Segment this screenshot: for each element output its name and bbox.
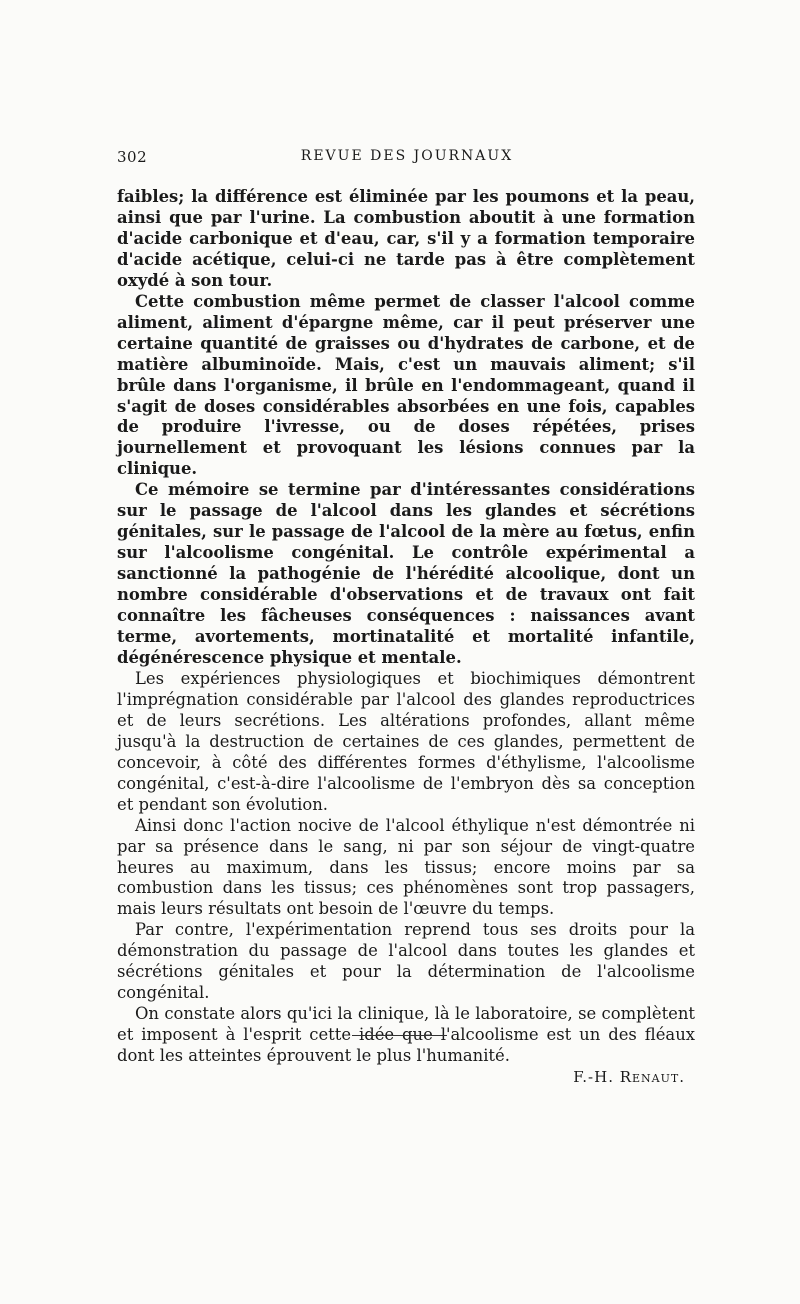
paragraph: Les expériences physiologiques et biochimiques démontrent l'imprégnation considérable par l'alcool des glandes reproductrices et de leurs secrétions. Les altérations profondes, allant même jusqu'à la destruction de certaines de ces glandes, permettent de concevoir, à côté des différentes formes d'éthylisme, l'alcoolisme congénital, c'est-à-dire l'alcoolisme de l'embryon dès sa conception et pendant son évolution.	[117, 668, 695, 814]
page-number: 302	[117, 148, 148, 166]
running-title: REVUE DES JOURNAUX	[300, 148, 514, 164]
paragraph-continued: faibles; la différence est éliminée par les poumons et la peau, ainsi que par l'urine. La combustion aboutit à une formation d'acide carbonique et d'eau, car, s'il y a formation temporaire d'acide acétique, celui-ci ne tarde pas à être complètement oxydé à son tour.	[117, 187, 695, 290]
paragraph: Ainsi donc l'action nocive de l'alcool éthylique n'est démontrée ni par sa présence dans le sang, ni par son séjour de vingt-quatre heures au maximum, dans les tissus; encore moins par sa combustion dans les tissus; ces phénomènes sont trop passagers, mais leurs résultats ont besoin de l'œuvre du temps.	[117, 815, 695, 919]
article-body	[117, 187, 695, 1088]
paragraph: Par contre, l'expérimentation reprend tous ses droits pour la démonstration du passage de l'alcool dans toutes les glandes et sécrétions génitales et pour la détermination de l'alcoolisme congénital.	[117, 920, 695, 1003]
paragraph: Cette combustion même permet de classer l'alcool comme aliment, aliment d'épargne même, car il peut préserver une certaine quantité de graisses ou d'hydrates de carbone, et de matière albuminoïde. Mais, c'est un mauvais aliment; s'il brûle dans l'organisme, il brûle en l'endommageant, quand il s'agit de doses considérables absorbées en une fois, capables de produire l'ivresse, ou de doses répétées, prises journellement et provoquant les lésions connues par la clinique.	[117, 291, 695, 479]
paragraph: Ce mémoire se termine par d'intéressantes considérations sur le passage de l'alcool dans les glandes et sécrétions génitales, sur le passage de l'alcool de la mère au fœtus, enfin sur l'alcoolisme congénital. Le contrôle expérimental a sanctionné la pathogénie de l'hérédité alcoolique, dont un nombre considérable d'observations et de travaux ont fait connaître les fâcheuses conséquences : naissances avant terme, avortements, mortinatalité et mortalité infantile, dégénérescence physique et mentale.	[117, 480, 695, 667]
page-header	[117, 148, 697, 172]
author-signature: F.-H. Renaut.	[573, 1068, 685, 1087]
end-rule-divider	[352, 1035, 447, 1036]
paragraph: On constate alors qu'ici la clinique, là le laboratoire, se complètent et imposent à l'esprit cette idée que l'alcoolisme est un des fléaux dont les atteintes éprouvent le plus l'humanité.	[117, 1004, 695, 1066]
